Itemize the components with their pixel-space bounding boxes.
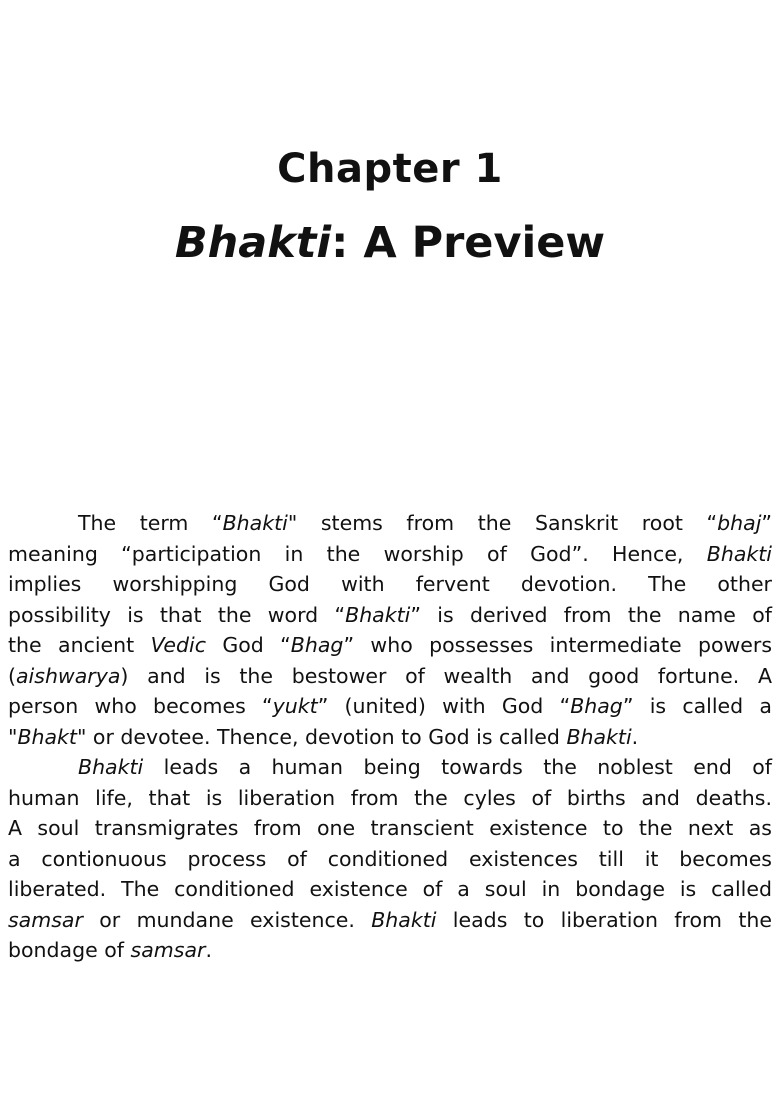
text-segment: liberated. The conditioned existence of a soul in bondage is called (8, 877, 772, 901)
text-segment: " stems from the Sanskrit root “ (287, 511, 718, 535)
text-segment: possibility is that the word “ (8, 602, 346, 627)
italic-term: Vedic (150, 633, 206, 657)
text-line (8, 691, 772, 722)
text-segment: ” (united) with God “ (317, 694, 571, 718)
text-line (8, 783, 772, 814)
text-segment: implies worshipping God with fervent devotion. The other (8, 572, 772, 596)
italic-term: Bhakti (345, 602, 411, 627)
text-segment: The term “ (78, 511, 223, 535)
text-line (8, 752, 772, 783)
text-segment: leads a human being towards the noblest end of (143, 755, 772, 779)
text-line (8, 722, 772, 753)
italic-term: samsar (130, 938, 206, 962)
text-segment: bondage of (8, 938, 131, 962)
italic-term: Bhakti (566, 724, 632, 749)
text-line (8, 844, 772, 875)
text-segment: human life, that is liberation from the cyles of births and deaths. (8, 785, 772, 810)
text-segment: meaning “participation in the worship of God”. Hence, (8, 541, 707, 566)
text-line (8, 600, 772, 631)
text-segment: . (205, 938, 212, 962)
italic-term: aishwarya (16, 663, 121, 688)
italic-term: samsar (8, 907, 83, 932)
text-line (8, 935, 772, 966)
text-line (8, 539, 772, 570)
text-line (8, 905, 772, 936)
italic-term: Bhakt (17, 724, 77, 749)
text-segment: the ancient (8, 633, 151, 657)
text-segment: ” is called a (622, 694, 772, 718)
italic-term: bhaj (717, 511, 762, 535)
text-segment: ” (761, 511, 773, 535)
text-line (8, 661, 772, 692)
text-segment: person who becomes “ (8, 694, 273, 718)
chapter-title (0, 218, 780, 268)
text-segment: leads to liberation from the (436, 907, 772, 932)
text-line (8, 813, 772, 844)
text-line (8, 630, 772, 661)
text-segment: . (631, 724, 639, 749)
italic-term: Bhakti (706, 541, 772, 566)
italic-term: Bhakti (222, 511, 288, 535)
text-segment: " or devotee. Thence, devotion to God is called (76, 724, 567, 749)
text-line (8, 874, 772, 905)
italic-term: Bhakti (371, 907, 437, 932)
text-segment: ” is derived from the name of (410, 602, 772, 627)
body-text (8, 508, 772, 966)
text-segment: ) and is the bestower of wealth and good fortune. A (120, 663, 772, 688)
text-line (8, 569, 772, 600)
text-segment: ( (8, 663, 16, 688)
text-line (8, 508, 772, 539)
text-segment: " (8, 724, 18, 749)
text-segment: ” who possesses intermediate powers (343, 633, 772, 657)
text-segment: or mundane existence. (82, 907, 372, 932)
text-segment: A soul transmigrates from one transcient existence to the next as (8, 816, 772, 840)
chapter-number: Chapter 1 (277, 146, 503, 192)
chapter-title-rest: : A Preview (331, 218, 606, 268)
italic-term: Bhakti (78, 755, 144, 779)
chapter-title-italic: Bhakti (174, 218, 332, 268)
italic-term: yukt (272, 694, 318, 718)
text-segment: a contionuous process of conditioned existences till it becomes (8, 846, 772, 871)
text-segment: God “ (205, 633, 291, 657)
italic-term: Bhag (290, 633, 344, 657)
italic-term: Bhag (570, 694, 623, 718)
